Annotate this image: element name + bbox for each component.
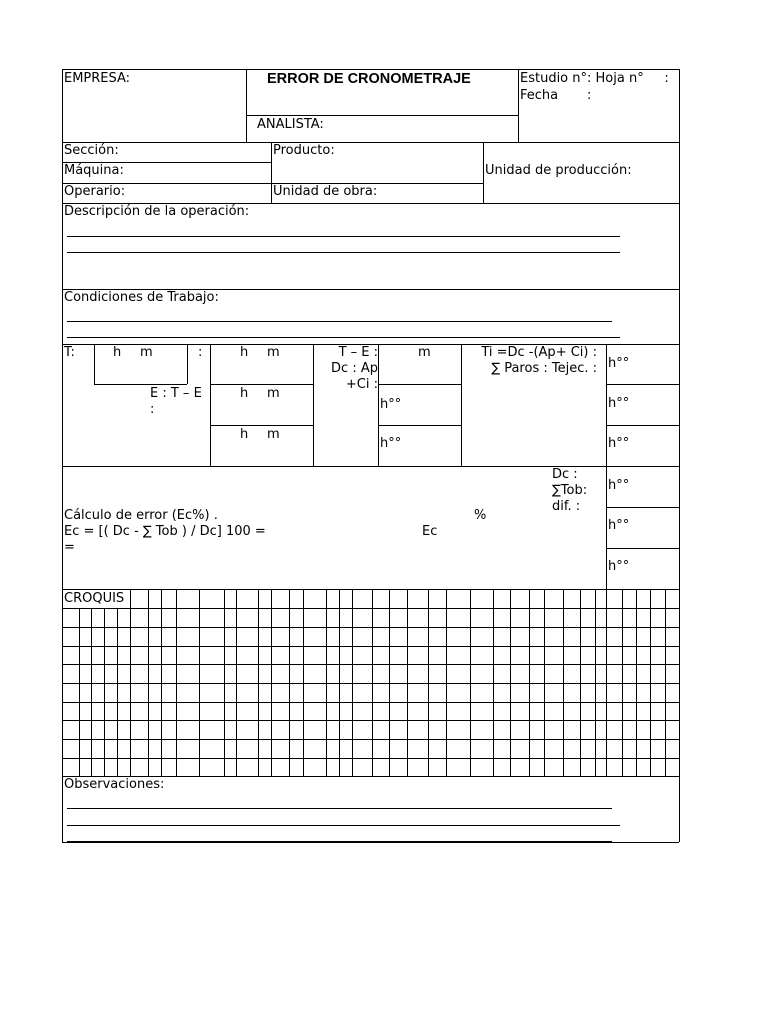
colon-separator: :	[198, 345, 203, 360]
dc-label: Dc :	[552, 467, 578, 482]
hours-unit: h°°	[608, 356, 630, 371]
e-te-colon: :	[150, 402, 155, 417]
form-title: ERROR DE CRONOMETRAJE	[267, 71, 471, 87]
minute-unit: m	[140, 345, 153, 360]
dif-label: dif. :	[552, 499, 581, 514]
t-label: T:	[64, 345, 75, 360]
fecha-label: Fecha :	[520, 88, 592, 103]
estudio-hoja-label: Estudio n°: Hoja n° :	[520, 71, 669, 86]
seccion-label: Sección:	[64, 143, 119, 158]
observaciones-label: Observaciones:	[64, 777, 165, 792]
analista-label: ANALISTA:	[257, 117, 324, 132]
te-label: T – E :	[338, 345, 378, 360]
condiciones-label: Condiciones de Trabajo:	[64, 290, 219, 305]
croquis-label: CROQUIS	[64, 591, 125, 606]
operario-label: Operario:	[64, 184, 126, 199]
ti-formula-label: Ti =Dc -(Ap+ Ci) :	[481, 345, 597, 360]
empresa-label: EMPRESA:	[64, 71, 131, 86]
hours-unit: h°°	[380, 397, 402, 412]
unidad-obra-label: Unidad de obra:	[273, 184, 378, 199]
calculo-title: Cálculo de error (Ec%) .	[64, 508, 218, 523]
hour-unit: h	[240, 386, 249, 401]
hours-unit: h°°	[608, 518, 630, 533]
minute-unit: m	[267, 345, 280, 360]
maquina-label: Máquina:	[64, 163, 124, 178]
unidad-produccion-label: Unidad de producción:	[485, 163, 632, 178]
minute-unit: m	[267, 386, 280, 401]
hour-unit: h	[113, 345, 122, 360]
sum-tob-label: ∑Tob:	[552, 483, 588, 498]
hour-unit: h	[240, 427, 249, 442]
ec-label: Ec	[422, 524, 438, 539]
hours-unit: h°°	[608, 436, 630, 451]
percent-sign: %	[474, 508, 487, 523]
producto-label: Producto:	[273, 143, 335, 158]
dc-ap-label: Dc : Ap	[331, 361, 378, 376]
minute-unit: m	[267, 427, 280, 442]
hours-unit: h°°	[380, 436, 402, 451]
descripcion-label: Descripción de la operación:	[64, 204, 250, 219]
calculo-formula: Ec = [( Dc - ∑ Tob ) / Dc] 100 =	[64, 524, 266, 539]
hours-unit: h°°	[608, 478, 630, 493]
hours-unit: h°°	[608, 396, 630, 411]
calculo-equals: =	[64, 540, 75, 555]
hours-unit: h°°	[608, 559, 630, 574]
paros-tejec-label: ∑ Paros : Tejec. :	[491, 361, 597, 376]
ci-label: +Ci :	[345, 377, 378, 392]
e-te-label: E : T – E	[150, 386, 202, 401]
hour-unit: h	[240, 345, 249, 360]
minute-unit: m	[418, 345, 431, 360]
